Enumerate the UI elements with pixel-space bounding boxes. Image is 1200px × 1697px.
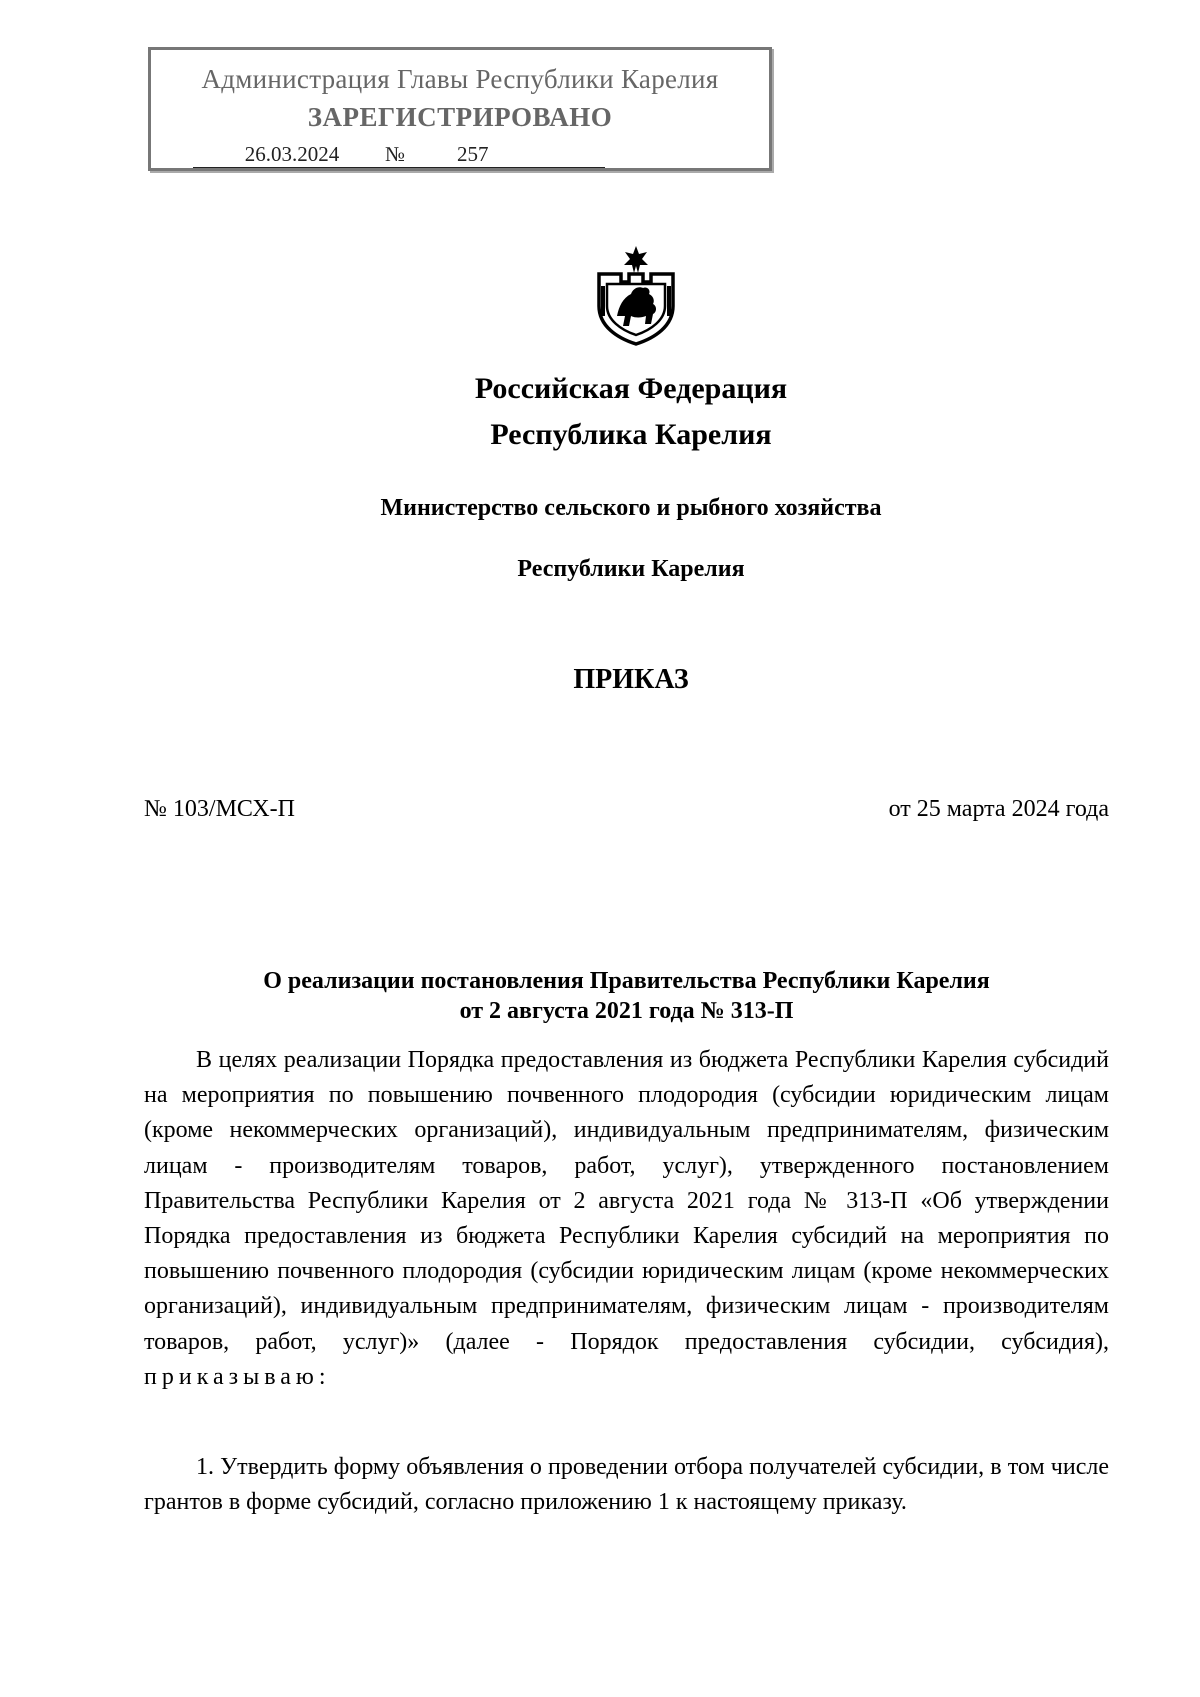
stamp-number-sign: №: [381, 142, 409, 168]
order-subject: [144, 966, 1109, 1026]
stamp-number: 257: [409, 142, 605, 168]
ministry-name-line1: Министерство сельского и рыбного хозяйства: [380, 495, 882, 521]
order-command: приказываю:: [144, 1363, 331, 1390]
stamp-status: ЗАРЕГИСТРИРОВАНО: [307, 102, 613, 132]
preamble-text: В целях реализации Порядка предоставления из бюджета Республики Карелия субсидий на мероприятия по повышению почвенного плодородия (субсидии юридическим лицам (кроме некоммерческих организаций), индивидуальным предпринимателям, физическим лицам - производителям товаров, работ, услуг), утвержденного постановлением Правительства Республики Карелия от 2 августа 2021 года № 313-П «Об утверждении Порядка предоставления из бюджета Республики Карелия субсидий на мероприятия по повышению почвенного плодородия (субсидии юридическим лицам (кроме некоммерческих организаций), индивидуальным предпринимателям, физическим лицам - производителям товаров, работ, услуг)» (далее - Порядок предоставления субсидии, субсидия),: [144, 1047, 1109, 1355]
country-name: Российская Федерация: [474, 372, 788, 405]
subject-line2: от 2 августа 2021 года № 313-П: [459, 998, 794, 1024]
document-type-title: ПРИКАЗ: [573, 664, 689, 695]
registration-stamp: [148, 47, 772, 171]
country-header: [0, 366, 1200, 458]
body-paragraph-preamble: [144, 1043, 1109, 1395]
body-paragraph-item-1: 1. Утвердить форму объявления о проведении отбора получателей субсидии, в том числе грантов в форме субсидий, согласно приложению 1 к настоящему приказу.: [144, 1454, 1109, 1516]
subject-line1: О реализации постановления Правительства Республики Карелия: [263, 968, 990, 994]
order-date: от 25 марта 2024 года: [888, 796, 1109, 822]
karelia-coat-of-arms-icon: [591, 244, 681, 346]
republic-name: Республика Карелия: [490, 418, 772, 451]
stamp-date: 26.03.2024: [193, 142, 381, 168]
stamp-organization: Администрация Главы Республики Карелия: [201, 64, 719, 94]
stamp-registration-line: [193, 142, 613, 170]
ministry-name-line2: Республики Карелия: [517, 556, 745, 582]
order-number: № 103/МСХ-П: [144, 796, 295, 822]
